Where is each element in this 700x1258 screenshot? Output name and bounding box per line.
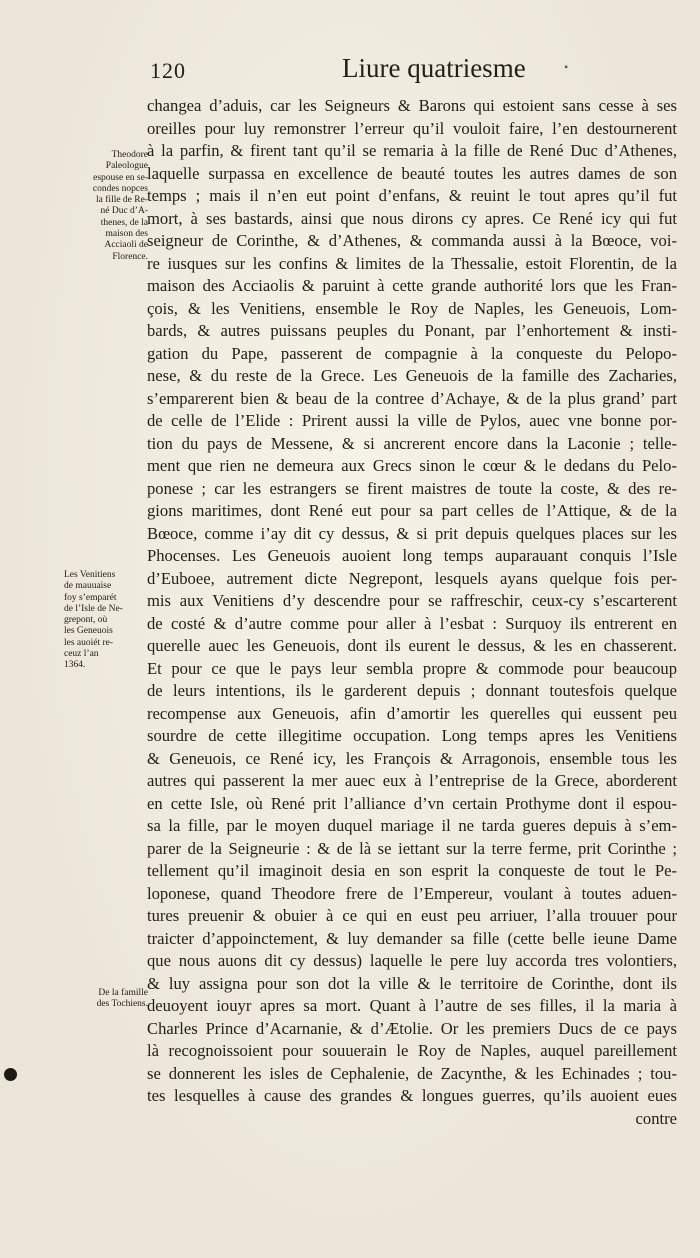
text-line: traicter d’appoinctement, & luy demander sa fille (cette belle ieune Dame bbox=[147, 928, 677, 948]
margin-note-line: la fille de Re- bbox=[96, 195, 148, 206]
margin-note-venitiens bbox=[64, 570, 154, 672]
text-line: là recognoissoient pour souuerain le Roy de Naples, auquel pareillement bbox=[147, 1041, 677, 1060]
text-line: se donnerent les isles de Cephalenie, de Zacynthe, & les Echinades ; tou- bbox=[147, 1063, 677, 1083]
margin-note-line: condes nopces bbox=[92, 183, 148, 194]
text-line: Et pour ce que le pays leur sembla propre & commode pour beaucoup bbox=[147, 658, 677, 678]
text-line: en cette Isle, où René prit l’alliance d’vn certain Prothyme dont il espou- bbox=[147, 793, 677, 813]
text-line: deuoyent iouyr apres sa mort. Quant à l’autre de ses filles, il la maria à bbox=[147, 996, 677, 1015]
margin-note-tochiens bbox=[58, 988, 148, 1011]
running-title: Liure quatriesme bbox=[342, 53, 526, 83]
margin-note-line: thenes, de la bbox=[100, 217, 148, 228]
margin-note-line: maison des bbox=[105, 229, 148, 240]
margin-note-line: les auoiét re- bbox=[64, 637, 114, 648]
text-line: seigneur de Corinthe, & d’Athenes, & commanda aussi à la Bœoce, voi- bbox=[147, 231, 677, 250]
text-line: ponese ; car les estrangers se firent maistres de toute la coste, & des re- bbox=[147, 478, 677, 498]
text-line: maison des Acciaolis & paruint à cette grande authorité lors que les Fran- bbox=[147, 276, 677, 295]
text-line: mort, à ses bastards, ainsi que nous dirons cy apres. Ce René icy qui fut bbox=[147, 208, 677, 228]
margin-note-line: de l’Isle de Ne- bbox=[64, 603, 123, 614]
text-line: que nous auons dit cy dessus) laquelle le pere luy accorda tres volontiers, bbox=[147, 951, 677, 970]
body-text bbox=[147, 95, 677, 1130]
text-line: gions maritimes, dont René eut pour sa part celles de l’Attique, & de la bbox=[147, 501, 677, 520]
text-line: changea d’aduis, car les Seigneurs & Barons qui estoient sans cesse à ses bbox=[147, 96, 677, 115]
margin-note-line: grepont, où bbox=[64, 615, 108, 626]
text-line: Phocenses. Les Geneuois auoient long temps auparauant conquis l’Isle bbox=[147, 546, 677, 565]
catchword: contre bbox=[635, 1108, 677, 1128]
text-line: Charles Prince d’Acarnanie, & d’Ætolie. Or les premiers Ducs de ce pays bbox=[147, 1018, 677, 1038]
margin-note-line: espouse en se- bbox=[93, 172, 148, 183]
text-line: temps ; mais il n’en eut point d’enfans, & reuint le tout apres qu’il fut bbox=[147, 186, 677, 205]
margin-note-line: Paleologue bbox=[105, 161, 148, 172]
margin-note-line: Les Venitiens bbox=[64, 570, 116, 580]
text-line: recompense aux Geneuois, afin d’amortir les querelles qui eussent peu bbox=[147, 703, 677, 723]
text-line: nese, & du reste de la Grece. Les Geneuois de la famille des Zacharies, bbox=[147, 366, 677, 385]
margin-note-line: ceuz l’an bbox=[64, 649, 99, 660]
ornament-dot: • bbox=[564, 60, 569, 74]
margin-note-line: de mauuaise bbox=[64, 581, 112, 592]
text-line: çois, & les Venitiens, ensemble le Roy de Naples, les Geneuois, Lom- bbox=[147, 298, 677, 318]
text-line: tures preuenir & obuier à ce qui en eust peu arriuer, l’alla trouuer pour bbox=[147, 906, 677, 925]
text-line: mis aux Venitiens d’y descendre pour se raffreschir, ceux-cy s’escarterent bbox=[147, 591, 677, 610]
text-line: tellement qu’il imaginoit desia en son esprit la conqueste de tout le Pe- bbox=[147, 861, 677, 880]
text-line: tes lesquelles à cause des grandes & longues guerres, qu’ils auoient eues bbox=[147, 1086, 677, 1105]
text-line: à la parfin, & firent tant qu’il se remaria à la fille de René Duc d’Athenes, bbox=[147, 141, 677, 160]
text-line: bards, & autres puissans peuples du Ponant, par l’enhortement & insti- bbox=[147, 321, 677, 340]
text-line: de costé & d’autre comme pour aller à l’esbat : Surquoy ils entrerent en bbox=[147, 613, 677, 633]
text-line: sourdre de cette illegitime occupation. Long temps apres les Venitiens bbox=[147, 726, 677, 745]
margin-note-line: foy s’emparét bbox=[64, 592, 117, 603]
text-line: loponese, quand Theodore frere de l’Empereur, voulant à toutes aduen- bbox=[147, 883, 677, 903]
page-number: 120 bbox=[150, 58, 186, 83]
text-line: & Geneuois, ce René icy, les François & Arragonois, ensemble tous les bbox=[147, 748, 677, 768]
margin-note-line: Florence. bbox=[112, 251, 148, 262]
text-line: de celle de l’Elide : Prirent aussi la ville de Pylos, auec vne bonne por- bbox=[147, 411, 677, 430]
text-line: Bœoce, comme i’ay dit cy dessus, & si prit depuis quelques places sur les bbox=[147, 523, 677, 543]
text-line: d’Euboee, autrement dicte Negrepont, lesquels ayans quelque fois per- bbox=[147, 568, 677, 588]
text-line: parer de la Seigneurie : & de là se iettant sur la terre ferme, prit Corinthe ; bbox=[147, 838, 677, 858]
ink-blot bbox=[4, 1068, 17, 1081]
text-line: & luy assigna pour son dot la ville & le territoire de Corinthe, dont ils bbox=[147, 973, 677, 993]
margin-note-line: les Geneuois bbox=[64, 626, 113, 637]
margin-note-line: Theodore bbox=[111, 150, 148, 160]
margin-note-line: né Duc d’A- bbox=[100, 206, 148, 217]
text-line: tion du pays de Messene, & si ancrerent encore dans la Laconie ; telle- bbox=[147, 433, 677, 453]
text-line: re iusques sur les confins & limites de la Thessalie, estoit Florentin, de la bbox=[147, 253, 677, 273]
text-line: de leurs intentions, ils le garderent depuis ; donnant toutesfois quelque bbox=[147, 681, 677, 700]
margin-note-line: 1364. bbox=[64, 660, 86, 671]
text-line: sa la fille, par le moyen duquel mariage il ne tarda gueres depuis à s’em- bbox=[147, 816, 677, 835]
text-line: querelle auec les Geneuois, dont ils eurent le dessus, & les en chasserent. bbox=[147, 636, 677, 655]
margin-note-line: De la famille bbox=[98, 988, 148, 998]
text-line: ment que rien ne demeura aux Grecs sinon le cœur & le dedans du Pelo- bbox=[147, 456, 677, 475]
text-line: s’emparerent bien & beau de la contree d’Achaye, & de la plus grand’ part bbox=[147, 388, 677, 408]
text-line: laquelle surpassa en excellence de beauté toutes les autres dames de son bbox=[147, 163, 677, 183]
text-line: gation du Pape, passerent de compagnie à la conqueste du Pelopo- bbox=[147, 343, 677, 363]
text-line: autres qui passerent la mer auec eux à l’entreprise de la Grece, aborderent bbox=[147, 771, 677, 790]
margin-note-line: des Tochiens. bbox=[96, 999, 148, 1010]
margin-note-theodore bbox=[58, 150, 148, 263]
text-line: oreilles pour luy remonstrer l’erreur qu’il vouloit faire, l’en destournerent bbox=[147, 118, 677, 138]
margin-note-line: Acciaoli de bbox=[104, 240, 148, 251]
